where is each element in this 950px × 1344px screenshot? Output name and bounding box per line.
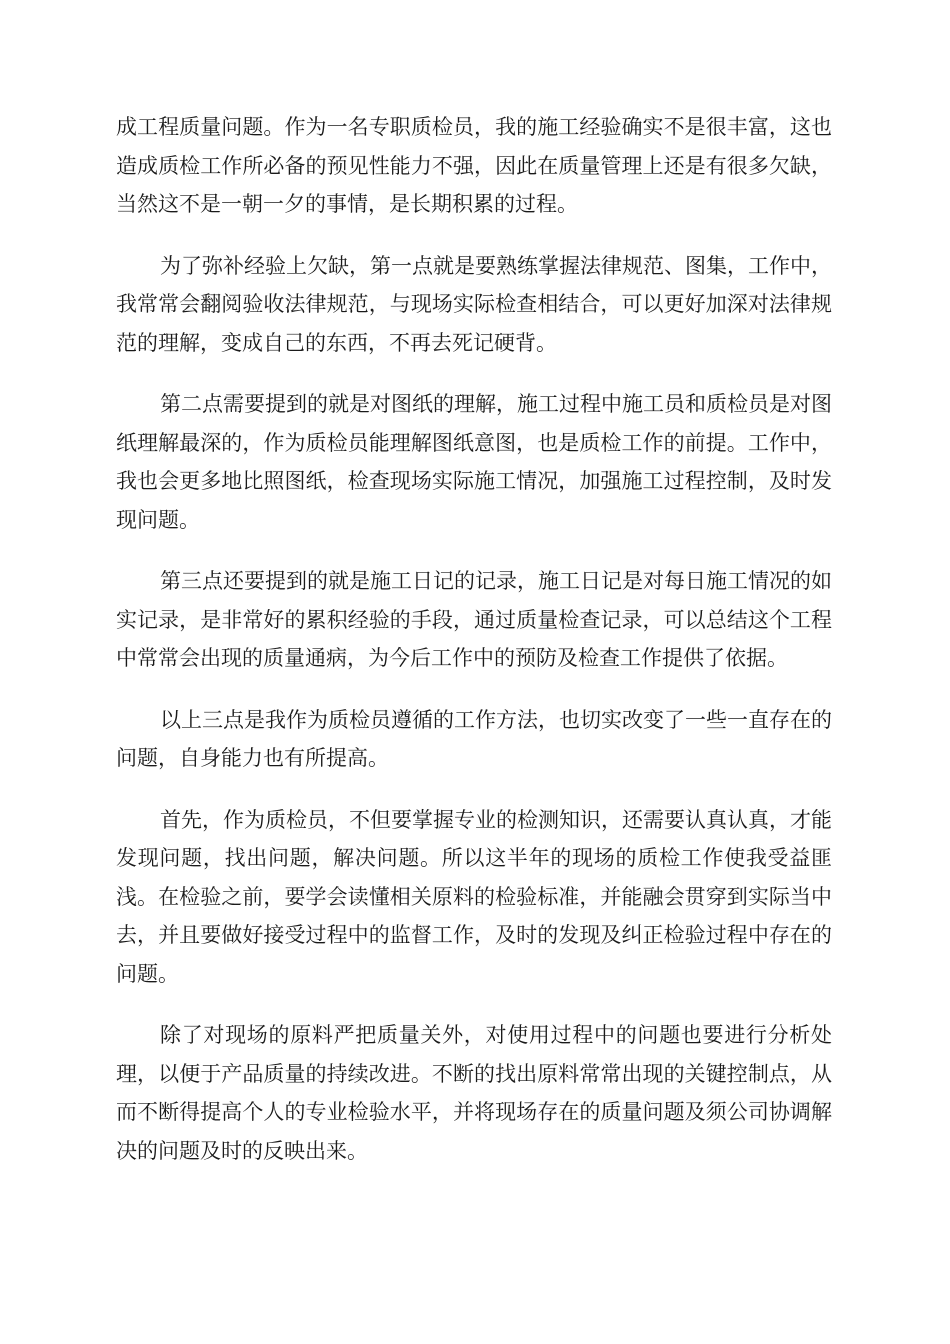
paragraph-summary: 以上三点是我作为质检员遵循的工作方法，也切实改变了一些一直存在的问题，自身能力也有所提高。 bbox=[116, 707, 832, 770]
paragraph-besides: 除了对现场的原料严把质量关外，对使用过程中的问题也要进行分析处理，以便于产品质量的持续改进。不断的找出原料常常出现的关键控制点，从而不断得提高个人的专业检验水平，并将现场存在的质量问题及须公司协调解决的问题及时的反映出来。 bbox=[116, 1023, 832, 1163]
paragraph-continuation: 成工程质量问题。作为一名专职质检员，我的施工经验确实不是很丰富，这也造成质检工作所必备的预见性能力不强，因此在质量管理上还是有很多欠缺，当然这不是一朝一夕的事情，是长期积累的过程。 bbox=[116, 115, 832, 216]
paragraph-point-two: 第二点需要提到的就是对图纸的理解，施工过程中施工员和质检员是对图纸理解最深的，作为质检员能理解图纸意图，也是质检工作的前提。工作中，我也会更多地比照图纸，检查现场实际施工情况，加强施工过程控制，及时发现问题。 bbox=[116, 392, 832, 532]
document-body bbox=[116, 108, 832, 1193]
paragraph-point-three: 第三点还要提到的就是施工日记的记录，施工日记是对每日施工情况的如实记录，是非常好的累积经验的手段，通过质量检查记录，可以总结这个工程中常常会出现的质量通病，为今后工作中的预防及检查工作提供了依据。 bbox=[116, 569, 832, 670]
paragraph-point-one: 为了弥补经验上欠缺，第一点就是要熟练掌握法律规范、图集，工作中，我常常会翻阅验收法律规范，与现场实际检查相结合，可以更好加深对法律规范的理解，变成自己的东西，不再去死记硬背。 bbox=[116, 253, 832, 355]
paragraph-first: 首先，作为质检员，不但要掌握专业的检测知识，还需要认真认真，才能发现问题，找出问题，解决问题。所以这半年的现场的质检工作使我受益匪浅。在检验之前，要学会读懂相关原料的检验标准，并能融会贯穿到实际当中去，并且要做好接受过程中的监督工作，及时的发现及纠正检验过程中存在的问题。 bbox=[116, 807, 832, 986]
